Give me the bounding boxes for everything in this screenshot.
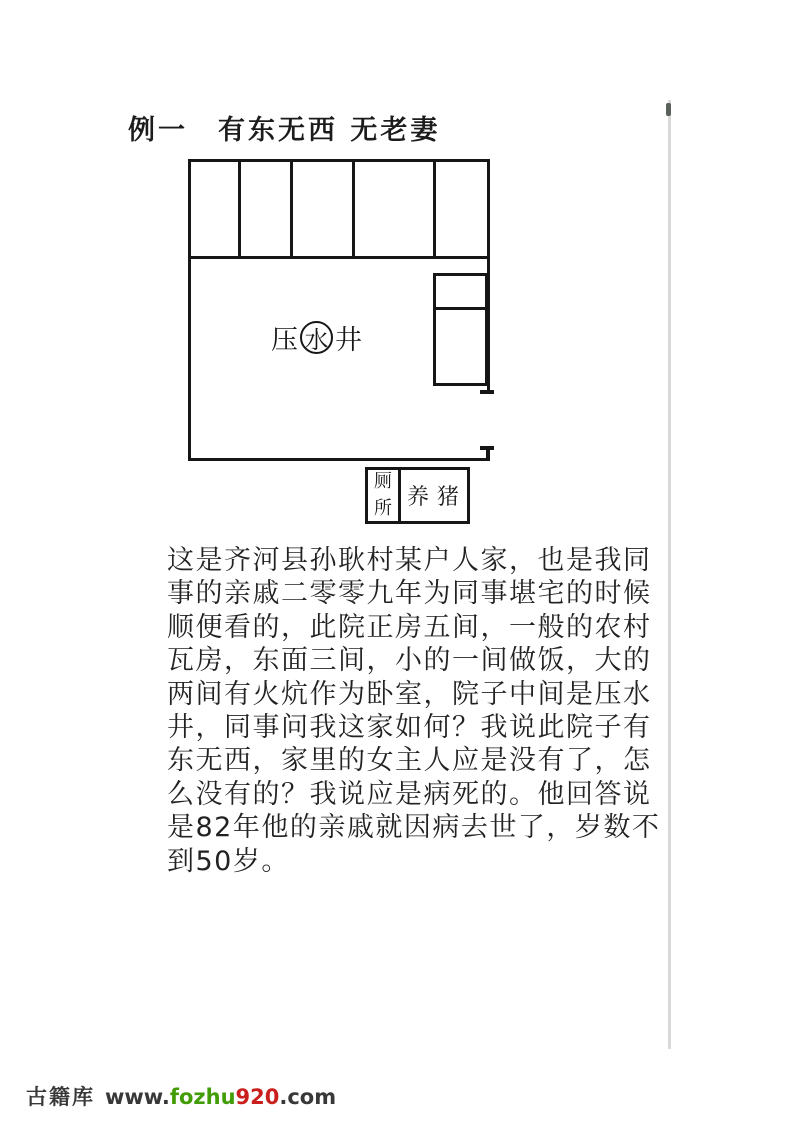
example-title: 例一 有东无西 无老妻 (128, 115, 441, 146)
url-www: www. (105, 1085, 170, 1109)
east-side-structure (433, 273, 488, 386)
watermark-footer (26, 1081, 336, 1111)
toilet-label-char1: 厕 (374, 471, 392, 492)
page-curl-mark (666, 103, 671, 116)
toilet-cell (368, 470, 401, 521)
url-domain-red: 920 (235, 1085, 280, 1109)
site-name: 古籍库 (26, 1085, 95, 1109)
well-label-suffix: 井 (335, 325, 362, 356)
text-line: 东无西，家里的女主人应是没有了，怎 (167, 745, 652, 777)
text-line: 瓦房，东面三间，小的一间做饭，大的 (167, 645, 652, 677)
text-line: 这是齐河县孙耿村某户人家，也是我同 (167, 545, 652, 576)
text-line: 两间有火炕作为卧室，院子中间是压水 (167, 678, 652, 710)
text-line: 是82年他的亲戚就因病去世了，岁数不 (167, 812, 661, 844)
well-circle-icon: 水 (300, 321, 333, 354)
text-line: 么没有的？我说应是病死的。他回答说 (167, 778, 652, 810)
text-line: 井，同事问我这家如何？我说此院子有 (167, 711, 652, 743)
room-cell (241, 162, 293, 256)
well-label-prefix: 压 (271, 325, 298, 356)
room-cell (191, 162, 241, 256)
main-rooms-row (188, 159, 490, 259)
room-cell (355, 162, 436, 256)
url-domain-green: fozhu (169, 1085, 236, 1109)
text-line: 事的亲戚二零零九年为同事堪宅的时候 (167, 578, 652, 610)
room-cell (436, 162, 487, 256)
url-tld: .com (279, 1085, 337, 1109)
text-line: 顺便看的，此院正房五间，一般的农村 (167, 611, 652, 643)
text-line: 到50岁。 (167, 845, 290, 877)
pig-pen-cell: 养猪 (407, 485, 468, 510)
gate-opening-cap-top (480, 390, 494, 394)
east-wall-lower (486, 450, 490, 461)
body-text (167, 544, 663, 878)
page-edge-line (668, 100, 671, 1049)
pressure-well-label (271, 318, 362, 357)
toilet-label-char2: 所 (374, 498, 392, 520)
east-side-structure-upper-cell (436, 276, 485, 310)
room-cell (293, 162, 355, 256)
annex-outbuildings (365, 467, 470, 524)
